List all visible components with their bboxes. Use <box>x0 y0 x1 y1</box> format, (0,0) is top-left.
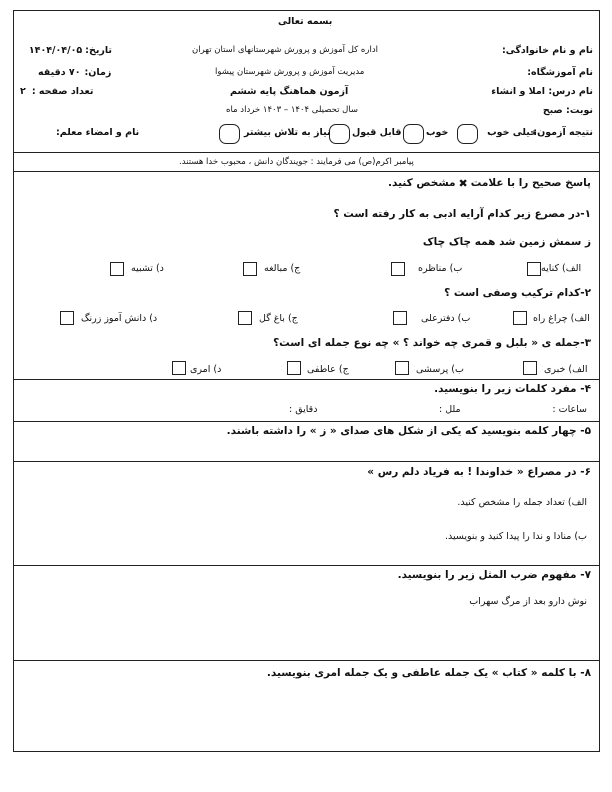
q3-option-c: ج) عاطفی <box>307 364 349 375</box>
q6-part-a: الف) تعداد جمله را مشخص کنید. <box>457 497 587 508</box>
q2-option-a: الف) چراغ راه <box>533 313 590 324</box>
org-line2: مدیریت آموزش و پرورش شهرستان پیشوا <box>215 67 365 77</box>
teacher-label: نام و امضاء معلم: <box>56 127 140 138</box>
q1-option-c: ج) مبالغه <box>264 263 301 274</box>
q4-word-1: ساعات : <box>552 404 587 415</box>
q2-option-c: ج) باغ گل <box>259 313 298 324</box>
q2-option-d-checkbox[interactable] <box>60 311 74 325</box>
q1-text: ۱-در مصرع زیر کدام آرایه ادبی به کار رفته است ؟ <box>333 208 591 220</box>
result-very-good-box[interactable] <box>457 124 478 144</box>
shift-label: نوبت: صبح <box>542 105 593 116</box>
q1-option-b: ب) مناظره <box>418 263 463 274</box>
q3-option-d: د) امری <box>190 364 222 375</box>
result-needs-effort-label: نیاز به تلاش بیشتر <box>244 127 331 138</box>
school-year: سال تحصیلی ۱۴۰۴ – ۱۴۰۳ خرداد ماه <box>226 105 359 115</box>
instruction-after: مشخص کنید. <box>388 177 456 189</box>
q4-word-2: ملل : <box>439 404 461 415</box>
result-very-good-label: خیلی خوب <box>487 127 537 138</box>
q3-option-b: ب) پرسشی <box>416 364 464 375</box>
quote: پیامبر اکرم(ص) می فرمایند : جویندگان دانش ، محبوب خدا هستند. <box>179 157 414 167</box>
date-field <box>20 45 112 56</box>
exam-title: آزمون هماهنگ پایه ششم <box>230 86 349 97</box>
q2-option-a-checkbox[interactable] <box>513 311 527 325</box>
school-label: نام آموزشگاه: <box>527 67 593 78</box>
result-good-label: خوب <box>426 127 449 138</box>
pages-value: ۲ <box>20 86 26 97</box>
q1-poem-line: ز سمش زمین شد همه چاک چاک <box>422 236 591 248</box>
q2-option-c-checkbox[interactable] <box>238 311 252 325</box>
q4-text: ۴- مفرد کلمات زیر را بنویسید. <box>434 383 591 395</box>
pages-label: تعداد صفحه : <box>31 86 94 97</box>
bismillah: بسمه تعالی <box>278 16 333 27</box>
q3-option-a: الف) خبری <box>544 364 588 375</box>
pages-field <box>20 86 93 97</box>
q3-text: ۳-جمله ی « بلبل و قمری چه خواند ؟ » چه نوع جمله ای است؟ <box>273 337 591 349</box>
instruction-before: پاسخ صحیح را با علامت <box>470 177 591 189</box>
q6-part-b: ب) منادا و ندا را پیدا کنید و بنویسید. <box>445 531 587 542</box>
time-label: زمان: <box>84 67 112 78</box>
q8-text: ۸- با کلمه « کتاب » یک جمله عاطفی و یک جمله امری بنویسید. <box>266 667 591 679</box>
result-acceptable-box[interactable] <box>329 124 350 144</box>
q2-option-b-checkbox[interactable] <box>393 311 407 325</box>
result-acceptable-label: قابل قبول <box>352 127 402 138</box>
result-label: نتیجه آزمون: <box>533 127 593 138</box>
q3-option-b-checkbox[interactable] <box>395 361 409 375</box>
result-needs-effort-box[interactable] <box>219 124 240 144</box>
divider <box>14 379 599 380</box>
divider <box>14 461 599 462</box>
result-good-box[interactable] <box>403 124 424 144</box>
q3-option-c-checkbox[interactable] <box>287 361 301 375</box>
q7-proverb: نوش دارو بعد از مرگ سهراب <box>469 596 587 607</box>
divider <box>14 152 599 153</box>
q7-text: ۷- مفهوم ضرب المثل زیر را بنویسید. <box>397 569 591 581</box>
divider <box>14 421 599 422</box>
lesson-label: نام درس: املا و انشاء <box>491 86 593 97</box>
org-line1: اداره کل آموزش و پرورش شهرستانهای استان تهران <box>192 45 378 55</box>
date-label: تاریخ: <box>85 45 112 56</box>
divider <box>14 565 599 566</box>
time-value: ۷۰ دقیقه <box>38 67 81 78</box>
q3-option-d-checkbox[interactable] <box>172 361 186 375</box>
q1-option-a-checkbox[interactable] <box>527 262 541 276</box>
x-mark-icon: ✖ <box>458 177 468 190</box>
q1-option-d-checkbox[interactable] <box>110 262 124 276</box>
q1-option-d: د) تشبیه <box>131 263 164 274</box>
divider <box>14 660 599 661</box>
time-field <box>38 67 111 78</box>
q4-word-3: دقایق : <box>289 404 318 415</box>
q2-option-b: ب) دفترعلی <box>421 313 471 324</box>
student-name-label: نام و نام خانوادگی: <box>501 45 593 56</box>
q1-option-c-checkbox[interactable] <box>243 262 257 276</box>
exam-page <box>13 10 600 752</box>
q5-text: ۵- چهار کلمه بنویسید که یکی از شکل های صدای « ز » را داشته باشند. <box>226 425 591 437</box>
date-value: ۱۴۰۴/۰۴/۰۵ <box>28 45 83 56</box>
q1-option-a: الف) کنایه <box>541 263 582 274</box>
q2-option-d: د) دانش آموز زرنگ <box>81 313 158 324</box>
q6-text: ۶- در مصراع « خداوندا ! به فریاد دلم رس » <box>367 466 591 478</box>
q2-text: ۲-کدام ترکیب وصفی است ؟ <box>444 287 591 299</box>
instruction <box>388 177 591 190</box>
q3-option-a-checkbox[interactable] <box>523 361 537 375</box>
divider <box>14 171 599 172</box>
q1-option-b-checkbox[interactable] <box>391 262 405 276</box>
